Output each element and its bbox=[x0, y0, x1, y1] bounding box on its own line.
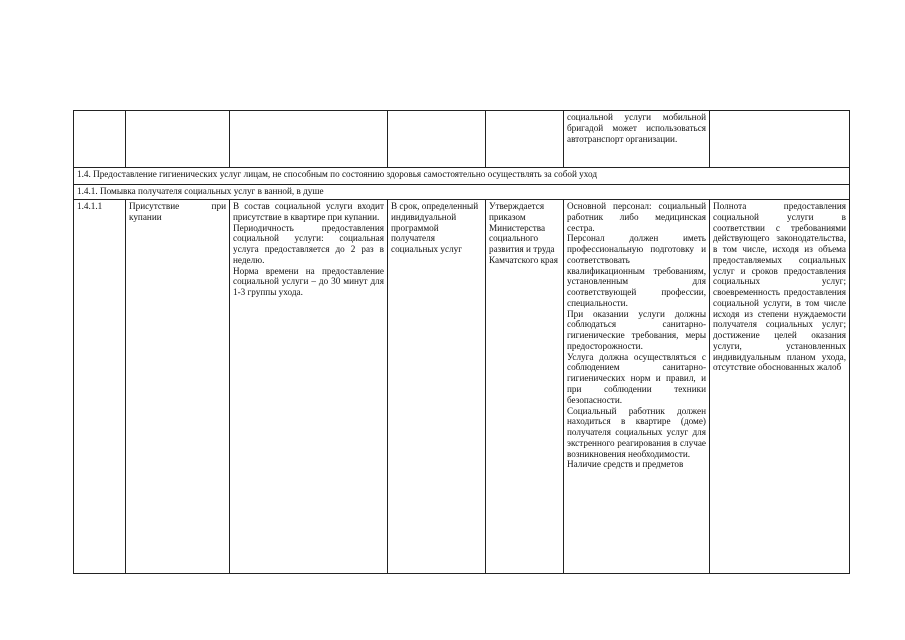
section-header-row bbox=[74, 168, 850, 185]
description-paragraph: Периодичность предоставления социальной услуги: социальная услуга предоставляется до 2 раз в неделю. bbox=[233, 222, 384, 265]
service-description bbox=[230, 200, 388, 574]
service-name: Присутствие при купании bbox=[126, 200, 230, 574]
cell-tariff bbox=[486, 111, 564, 168]
cell-description bbox=[230, 111, 388, 168]
cell-conditions: социальной услуги мобильной бригадой может использоваться автотранспорт организации. bbox=[564, 111, 710, 168]
subsection-header: 1.4.1. Помывка получателя социальных услуг в ванной, в душе bbox=[74, 185, 850, 200]
description-paragraph: Норма времени на предоставление социальной услуги – до 30 минут для 1-3 группы ухода. bbox=[233, 265, 384, 298]
services-table bbox=[73, 110, 850, 574]
conditions-paragraph: Услуга должна осуществляться с соблюдением санитарно-гигиенических норм и правил, и при соблюдении техники безопасности. bbox=[567, 351, 706, 405]
section-header: 1.4. Предоставление гигиенических услуг лицам, не способным по состоянию здоровья самостоятельно осуществлять за собой уход bbox=[74, 168, 850, 185]
subsection-header-row bbox=[74, 185, 850, 200]
service-indicators: Полнота предоставления социальной услуги в соответствии с требованиями действующего законодательства, в том числе, исходя из объема предоставляемых социальных услуг и сроков предоставления социальных услуг; своевременность предоставления социальной услуги, в том числе исходя из степени нуждаемости получателя социальных услуг; достижение целей оказания услуги, установленных индивидуальным планом ухода, отсутствие обоснованных жалоб bbox=[710, 200, 850, 574]
table-row-continued bbox=[74, 111, 850, 168]
conditions-paragraph: Наличие средств и предметов bbox=[567, 459, 684, 470]
service-tariff: Утверждается приказом Министерства социального развития и труда Камчатского края bbox=[486, 200, 564, 574]
cell-term bbox=[388, 111, 486, 168]
service-number: 1.4.1.1 bbox=[74, 200, 126, 574]
conditions-paragraph: Основной персонал: социальный работник либо медицинская сестра. bbox=[567, 201, 706, 233]
conditions-paragraph: При оказании услуги должны соблюдаться санитарно-гигиенические требования, меры предосторожности. bbox=[567, 308, 706, 351]
description-paragraph: В состав социальной услуги входит присутствие в квартире при купании. bbox=[233, 201, 384, 222]
service-term: В срок, определенный индивидуальной программой получателя социальных услуг bbox=[388, 200, 486, 574]
conditions-paragraph: Персонал должен иметь профессиональную подготовку и соответствовать квалификационным требованиям, установленным для соответствующей профессии, специальности. bbox=[567, 233, 706, 308]
table-row bbox=[74, 200, 850, 574]
service-conditions bbox=[564, 200, 710, 574]
cell-indicators bbox=[710, 111, 850, 168]
conditions-paragraph: Социальный работник должен находиться в квартире (доме) получателя социальных услуг для экстренного реагирования в случае возникновения необходимости. bbox=[567, 405, 706, 459]
cell-service-name bbox=[126, 111, 230, 168]
cell-number bbox=[74, 111, 126, 168]
